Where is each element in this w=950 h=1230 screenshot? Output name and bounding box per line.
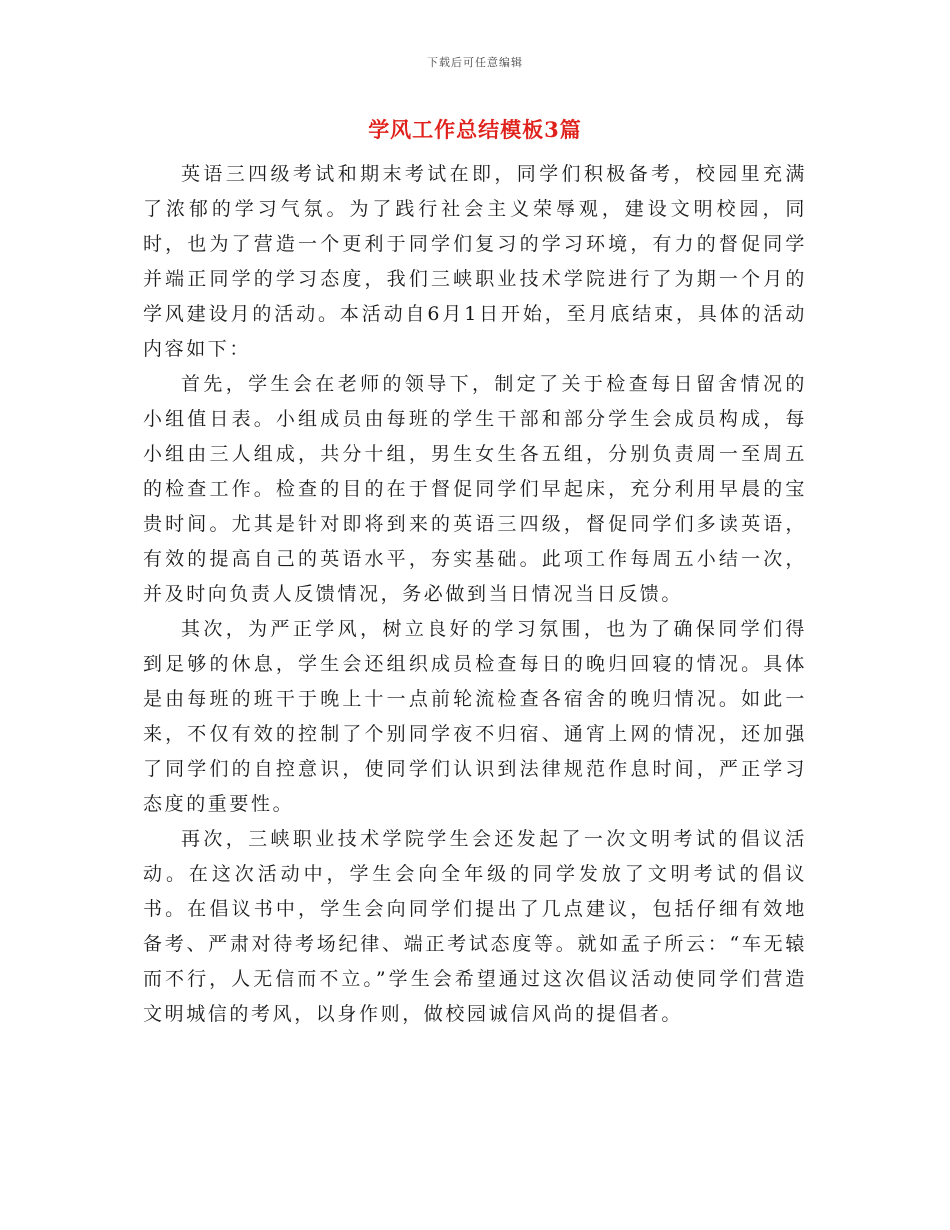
paragraph-first: 首先，学生会在老师的领导下，制定了关于检查每日留舍情况的小组值日表。小组成员由每班的学生干部和部分学生会成员构成，每小组由三人组成，共分十组，男生女生各五组，分别负责周一至周五的检查工作。检查的目的在于督促同学们早起床，充分利用早晨的宝贵时间。尤其是针对即将到来的英语三四级，督促同学们多读英语，有效的提高自己的英语水平，夯实基础。此项工作每周五小结一次，并及时向负责人反馈情况，务必做到当日情况当日反馈。 xyxy=(143,373,807,605)
document-title: 学风工作总结模板3篇 xyxy=(368,117,582,142)
paragraph-second: 其次，为严正学风，树立良好的学习氛围，也为了确保同学们得到足够的休息，学生会还组织成员检查每日的晚归回寝的情况。具体是由每班的班干于晚上十一点前轮流检查各宿舍的晚归情况。如此一来，不仅有效的控制了个别同学夜不归宿、通宵上网的情况，还加强了同学们的自控意识，使同学们认识到法律规范作息时间，严正学习态度的重要性。 xyxy=(143,618,807,815)
document-body xyxy=(143,157,807,1032)
page-header-note: 下载后可任意编辑 xyxy=(427,56,523,69)
paragraph-third: 再次，三峡职业技术学院学生会还发起了一次文明考试的倡议活动。在这次活动中，学生会向全年级的同学发放了文明考试的倡议书。在倡议书中，学生会向同学们提出了几点建议，包括仔细有效地备考、严肃对待考场纪律、端正考试态度等。就如孟子所云：“车无辕而不行，人无信而不立。”学生会希望通过这次倡议活动使同学们营造文明城信的考风，以身作则，做校园诚信风尚的提倡者。 xyxy=(143,828,807,1025)
paragraph-intro: 英语三四级考试和期末考试在即，同学们积极备考，校园里充满了浓郁的学习气氛。为了践行社会主义荣辱观，建设文明校园，同时，也为了营造一个更利于同学们复习的学习环境，有力的督促同学并端正同学的学习态度，我们三峡职业技术学院进行了为期一个月的学风建设月的活动。本活动自6月1日开始，至月底结束，具体的活动内容如下： xyxy=(143,163,807,360)
